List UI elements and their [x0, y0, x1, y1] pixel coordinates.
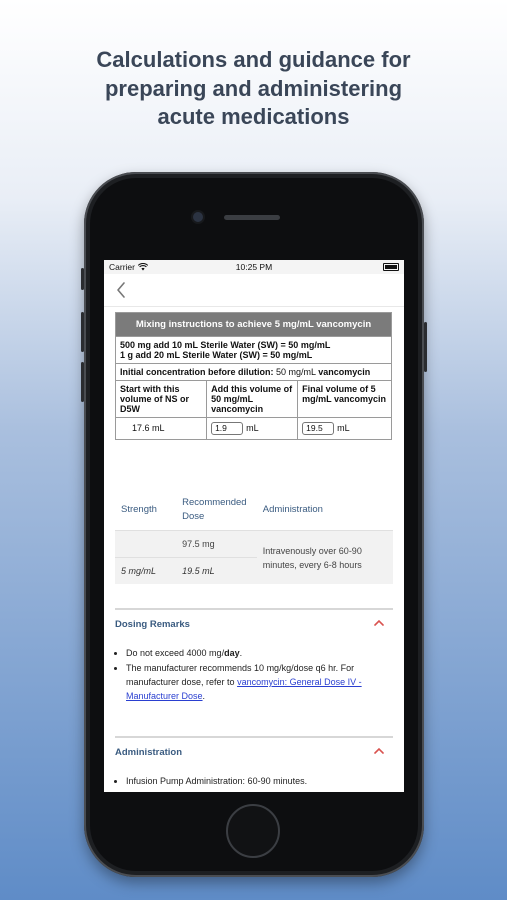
start-volume-value: 17.6 mL [116, 418, 207, 440]
administration-title: Administration [115, 747, 183, 758]
final-volume-input[interactable]: 19.5 [302, 422, 334, 435]
final-volume-cell [298, 418, 392, 440]
remark-max-dose-text: Do not exceed 4000 mg/ [126, 648, 225, 658]
headline-line-2: preparing and administering [104, 75, 403, 101]
remark-manufacturer-text: The manufacturer recommends 10 mg/kg/dose q6 hr. For manufacturer dose, refer to [126, 663, 355, 687]
headline-line-3: acute medications [157, 104, 350, 129]
remark-max-dose-unit: day [224, 648, 240, 658]
dosing-remarks-list [115, 646, 404, 704]
mixing-instruction-500mg: 500 mg add 10 mL Sterile Water (SW) = 50 mg/mL [120, 340, 331, 350]
header-add-volume: Add this volume of 50 mg/mL vancomycin [207, 381, 298, 418]
administration-text: Intravenously over 60-90 minutes, every 6-8 hours [257, 531, 393, 585]
power-button [424, 322, 427, 372]
carrier-label: Carrier [109, 262, 135, 272]
manufacturer-dose-link[interactable]: vancomycin: General Dose IV - Manufacturer Dose [126, 677, 362, 701]
header-strength: Strength [121, 504, 157, 515]
headline [0, 46, 507, 132]
administration-item: • Infusion Pump Administration: 60-90 minutes. [126, 776, 404, 786]
remark-manufacturer [126, 661, 404, 703]
administration-list [115, 776, 404, 786]
headline-line-1: Calculations and guidance for [96, 47, 411, 72]
administration-header[interactable] [115, 736, 393, 768]
add-volume-cell [207, 418, 298, 440]
remark-manufacturer-end: . [202, 691, 206, 701]
navigation-bar [104, 274, 404, 307]
back-chevron-icon[interactable] [113, 280, 129, 300]
strength-value: 5 mg/mL [115, 558, 176, 585]
dose-ml: 19.5 mL [176, 558, 257, 585]
remark-max-dose-end: . [239, 648, 243, 658]
add-volume-input[interactable]: 1.9 [211, 422, 243, 435]
mixing-instruction-1g: 1 g add 20 mL Sterile Water (SW) = 50 mg/mL [120, 350, 313, 360]
status-time: 10:25 PM [235, 262, 273, 272]
dosing-remarks-header[interactable] [115, 608, 393, 640]
mute-switch [81, 268, 84, 290]
initial-concentration-drug: vancomycin [318, 367, 371, 377]
dosing-table [115, 490, 393, 584]
camera-icon [193, 212, 203, 222]
header-start-volume: Start with this volume of NS or D5W [116, 381, 207, 418]
dose-mg: 97.5 mg [176, 531, 257, 558]
chevron-up-icon[interactable] [373, 746, 385, 756]
initial-concentration-label: Initial concentration before dilution: [120, 367, 274, 377]
home-button[interactable] [226, 804, 280, 858]
volume-down-button [81, 362, 84, 402]
chevron-up-icon[interactable] [373, 618, 385, 628]
mixing-title: Mixing instructions to achieve 5 mg/mL vancomycin [116, 313, 392, 337]
initial-concentration [116, 364, 392, 381]
header-administration: Administration [262, 504, 323, 515]
final-volume-unit: mL [337, 423, 350, 433]
speaker-grille [224, 215, 280, 220]
status-bar [104, 260, 404, 274]
add-volume-unit: mL [246, 423, 259, 433]
strength-empty [115, 531, 176, 558]
mixing-instructions [116, 337, 392, 364]
remark-max-dose [126, 646, 404, 660]
volume-up-button [81, 312, 84, 352]
app-screen [104, 260, 404, 792]
initial-concentration-value: 50 mg/mL [276, 367, 316, 377]
dosing-remarks-title: Dosing Remarks [115, 619, 190, 630]
battery-icon [383, 263, 399, 271]
header-recommended-dose: Recommended Dose [182, 497, 247, 522]
mixing-instructions-table [115, 312, 392, 440]
header-final-volume: Final volume of 5 mg/mL vancomycin [298, 381, 392, 418]
